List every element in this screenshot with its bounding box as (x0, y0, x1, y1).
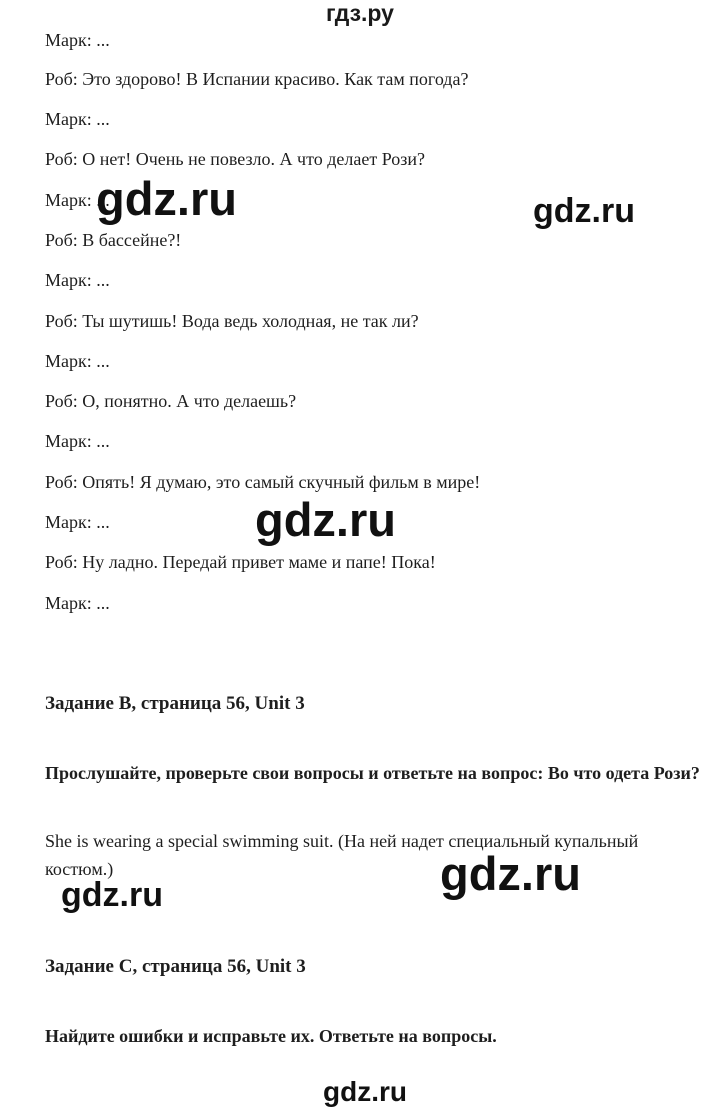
task-b-instruction: Прослушайте, проверьте свои вопросы и ответьте на вопрос: Во что одета Рози? (45, 763, 700, 783)
dialogue-line: Марк: ... (45, 190, 110, 210)
dialogue-line: Роб: О, понятно. А что делаешь? (45, 391, 297, 411)
watermark: gdz.ru (323, 1076, 407, 1107)
dialogue-line: Роб: О нет! Очень не повезло. А что делает Рози? (45, 149, 425, 169)
dialogue-line: Роб: Опять! Я думаю, это самый скучный фильм в мире! (45, 472, 481, 492)
dialogue-line: Марк: ... (45, 512, 110, 532)
watermark: gdz.ru (96, 172, 237, 225)
watermark: gdz.ru (440, 847, 581, 900)
task-c-heading: Задание C, страница 56, Unit 3 (45, 956, 306, 977)
dialogue-line: Роб: Ну ладно. Передай привет маме и папе! Пока! (45, 552, 436, 572)
dialogue-line: Роб: Это здорово! В Испании красиво. Как там погода? (45, 69, 469, 89)
task-c-instruction: Найдите ошибки и исправьте их. Ответьте на вопросы. (45, 1026, 497, 1046)
dialogue-line: Марк: ... (45, 431, 110, 451)
dialogue-line: Марк: ... (45, 270, 110, 290)
dialogue-line: Марк: ... (45, 30, 110, 50)
dialogue-line: Марк: ... (45, 109, 110, 129)
task-b-heading: Задание B, страница 56, Unit 3 (45, 693, 305, 714)
dialogue-line: Роб: В бассейне?! (45, 230, 182, 250)
watermark: gdz.ru (255, 493, 396, 546)
watermark: gdz.ru (61, 876, 163, 914)
dialogue-line: Марк: ... (45, 351, 110, 371)
dialogue-line: Марк: ... (45, 593, 110, 613)
site-header: гдз.ру (326, 0, 394, 26)
watermark: gdz.ru (533, 192, 635, 230)
task-b-answer: She is wearing a special swimming suit. (На ней надет специальный купальный костюм.) (45, 831, 639, 879)
dialogue-line: Роб: Ты шутишь! Вода ведь холодная, не так ли? (45, 311, 419, 331)
